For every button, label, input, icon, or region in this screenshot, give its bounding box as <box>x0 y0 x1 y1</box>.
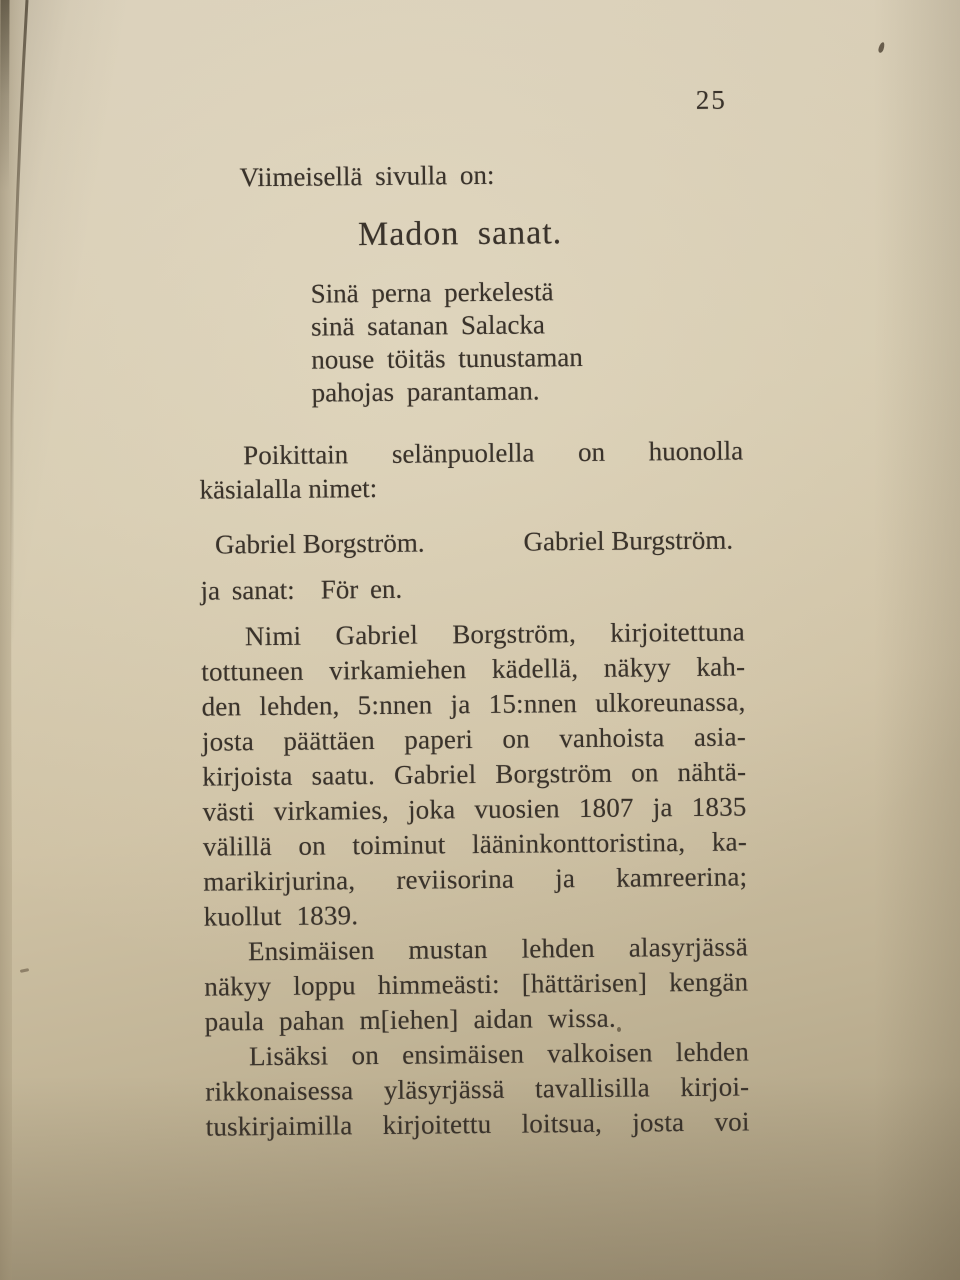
names-row <box>215 523 733 563</box>
text-line: västi virkamies, joka vuosien 1807 ja 1835 <box>202 791 747 827</box>
text-line: paula pahan m[iehen] aidan wissa. <box>204 1002 616 1037</box>
text-line: Lisäksi on ensimäisen valkoisen lehden <box>248 1036 750 1072</box>
text-line: josta päättäen paperi on vanhoista asia- <box>201 721 747 757</box>
verse-line: nouse töitäs tunustaman <box>311 342 583 375</box>
verse-line: sinä satanan Salacka <box>310 309 546 342</box>
text-column <box>195 0 751 1280</box>
text-line: tottuneen virkamiehen kädellä, näkyy kah- <box>201 651 746 687</box>
text-line: tuskirjaimilla kirjoitettu loitsua, josta voi <box>205 1106 750 1142</box>
text-line: den lehden, 5:nnen ja 15:nnen ulkoreunassa, <box>201 686 746 722</box>
text-line: käsialalla nimet: <box>199 472 378 505</box>
verse-line: pahojas parantaman. <box>311 375 540 408</box>
text-line: välillä on toiminut lääninkonttoristina, ka- <box>202 826 748 862</box>
text-line: Ensimäisen mustan lehden alasyrjässä <box>247 931 749 967</box>
text-line: Poikittain selänpuolella on huonolla <box>243 435 744 471</box>
words-phrase: För en. <box>320 573 403 605</box>
intro-line: Viimeisellä sivulla on: <box>239 159 495 193</box>
words-line <box>200 572 402 609</box>
text-line: Nimi Gabriel Borgström, kirjoitettuna <box>244 616 746 652</box>
verse-line: Sinä perna perkelestä <box>310 276 554 309</box>
page-number: 25 <box>695 84 727 115</box>
body-text <box>201 614 750 1144</box>
text-line: näkyy loppu himmeästi: [hättärisen] kengän <box>204 966 749 1002</box>
name-left: Gabriel Borgström. <box>214 527 425 560</box>
text-line: marikirjurina, reviisorina ja kamreerina; <box>203 861 748 897</box>
section-heading: Madon sanat. <box>357 214 563 254</box>
words-label: ja sanat: <box>200 574 295 606</box>
verse-block <box>311 275 584 410</box>
text-line: kirjoista saatu. Gabriel Borgström on nähtä- <box>202 756 747 792</box>
text-line: rikkonaisessa yläsyrjässä tavallisilla kirjoi- <box>205 1071 750 1107</box>
name-right: Gabriel Burgström. <box>523 524 734 557</box>
text-line: kuollut 1839. <box>203 900 359 932</box>
